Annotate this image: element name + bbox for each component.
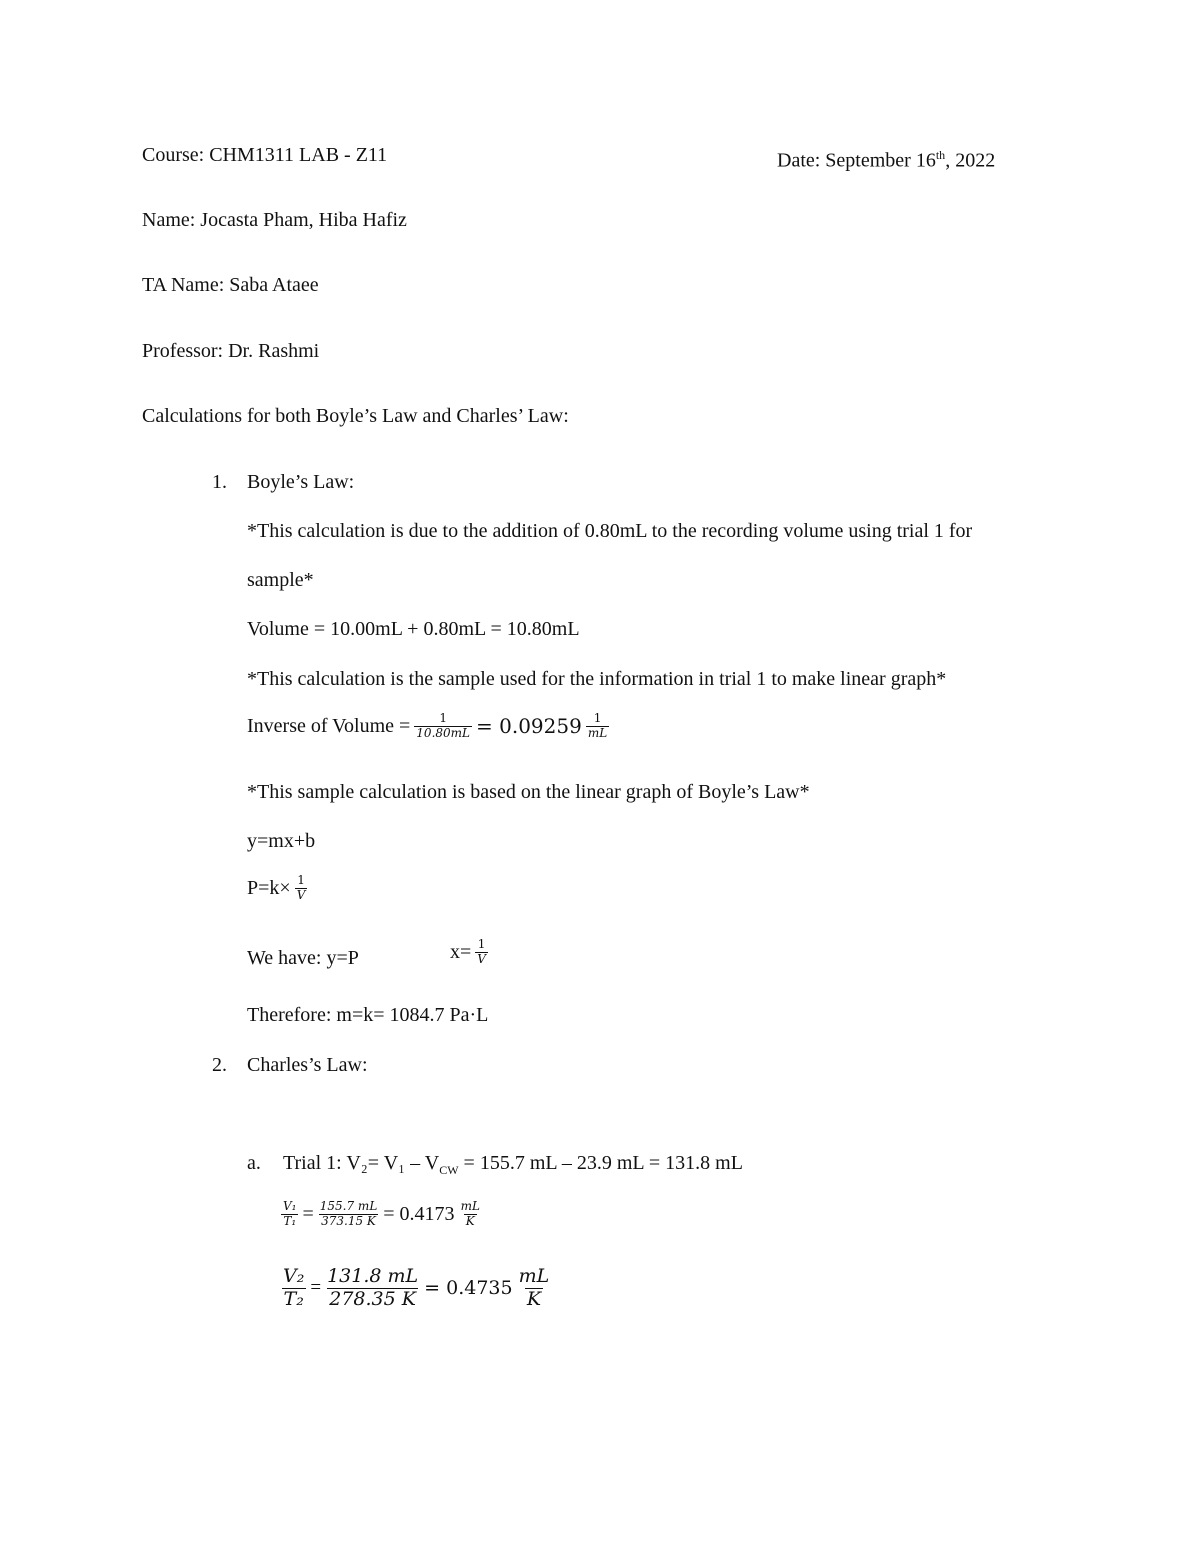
- eq1-lhs-num: V₁: [283, 1199, 297, 1213]
- trial1-rest: = 155.7 mL – 23.9 mL = 131.8 mL: [458, 1152, 743, 1174]
- pk-label: P=k×: [247, 877, 291, 900]
- eq2-equals: =: [310, 1277, 322, 1299]
- inverse-label: Inverse of Volume =: [247, 715, 411, 738]
- pk-den: V: [296, 887, 306, 902]
- date-line: [777, 143, 995, 173]
- eq1-result: = 0.4173: [383, 1203, 455, 1226]
- inverse-result: = 0.09259: [476, 714, 582, 739]
- inverse-fraction: [414, 712, 472, 741]
- pk-num: 1: [297, 873, 305, 887]
- eq1-lhs-fraction: [281, 1200, 298, 1229]
- therefore-line: Therefore: m=k= 1084.7 Pa·L: [247, 1004, 489, 1026]
- list-letter-a: a.: [247, 1152, 261, 1174]
- list-number-1: 1.: [212, 471, 227, 493]
- date-superscript: th: [935, 148, 946, 162]
- inverse-volume-equation: [247, 712, 609, 741]
- x-num: 1: [477, 937, 486, 951]
- trial1-text: Trial 1: V₂= V₁ – V: [283, 1152, 440, 1174]
- boyle-note3: *This sample calculation is based on the linear graph of Boyle’s Law*: [247, 781, 810, 803]
- x-fraction: [475, 938, 488, 967]
- eq2-unit-den: K: [526, 1287, 542, 1310]
- pk-fraction: [295, 874, 308, 903]
- boyle-title: Boyle’s Law:: [247, 471, 355, 493]
- eq2-result: = 0.4735: [424, 1277, 513, 1300]
- professor-line: Professor: Dr. Rashmi: [142, 340, 320, 362]
- eq2-mid-den: 278.35 K: [329, 1287, 416, 1310]
- date-suffix: , 2022: [945, 149, 996, 172]
- eq1-mid-den: 373.15 K: [321, 1213, 376, 1228]
- inverse-den: 10.80mL: [416, 725, 470, 740]
- eq2-mid-num: 131.8 mL: [327, 1265, 419, 1287]
- eq2-lhs-num: V₂: [283, 1265, 305, 1287]
- eq1-equals: =: [302, 1203, 314, 1226]
- eq2-unit-fraction: [517, 1266, 552, 1311]
- eq1-mid-num: 155.7 mL: [319, 1199, 378, 1213]
- names-line: Name: Jocasta Pham, Hiba Hafiz: [142, 209, 407, 231]
- eq2-lhs-den: T₂: [283, 1287, 304, 1310]
- boyle-note2: *This calculation is the sample used for the information in trial 1 to make linear graph*: [247, 668, 947, 690]
- x-equation: [450, 938, 488, 967]
- inverse-unit-fraction: [586, 712, 609, 741]
- eq1-unit-num: mL: [460, 1199, 480, 1213]
- eq1-unit-fraction: [459, 1200, 482, 1229]
- charles-eq2: [281, 1266, 551, 1311]
- pk-equation: [247, 874, 307, 903]
- boyle-volume-calc: Volume = 10.00mL + 0.80mL = 10.80mL: [247, 618, 580, 640]
- inverse-unit-num: 1: [593, 711, 602, 725]
- trial1-line: [283, 1151, 743, 1182]
- x-label: x=: [450, 941, 472, 964]
- boyle-note1-line1: *This calculation is due to the addition of 0.80mL to the recording volume using trial 1 for: [247, 520, 973, 542]
- date-prefix: Date: September 16: [777, 149, 936, 172]
- charles-eq1: [281, 1200, 482, 1229]
- eq2-unit-num: mL: [518, 1265, 550, 1287]
- charles-title: Charles’s Law:: [247, 1054, 368, 1076]
- boyle-note1-line2: sample*: [247, 569, 314, 591]
- course-line: Course: CHM1311 LAB - Z11: [142, 144, 388, 166]
- eq2-mid-fraction: [325, 1266, 420, 1311]
- eq1-lhs-den: T₁: [283, 1213, 297, 1228]
- intro-line: Calculations for both Boyle’s Law and Charles’ Law:: [142, 405, 569, 427]
- eq1-unit-den: K: [465, 1213, 475, 1228]
- inverse-num: 1: [439, 711, 447, 725]
- ymxb-line: y=mx+b: [247, 830, 316, 852]
- eq1-mid-fraction: [318, 1200, 380, 1229]
- trial1-subscript: CW: [439, 1163, 459, 1177]
- we-have-line: We have: y=P: [247, 947, 359, 969]
- eq2-lhs-fraction: [281, 1266, 306, 1311]
- x-den: V: [477, 951, 486, 966]
- ta-line: TA Name: Saba Ataee: [142, 274, 319, 296]
- inverse-unit-den: mL: [587, 725, 608, 740]
- list-number-2: 2.: [212, 1054, 227, 1076]
